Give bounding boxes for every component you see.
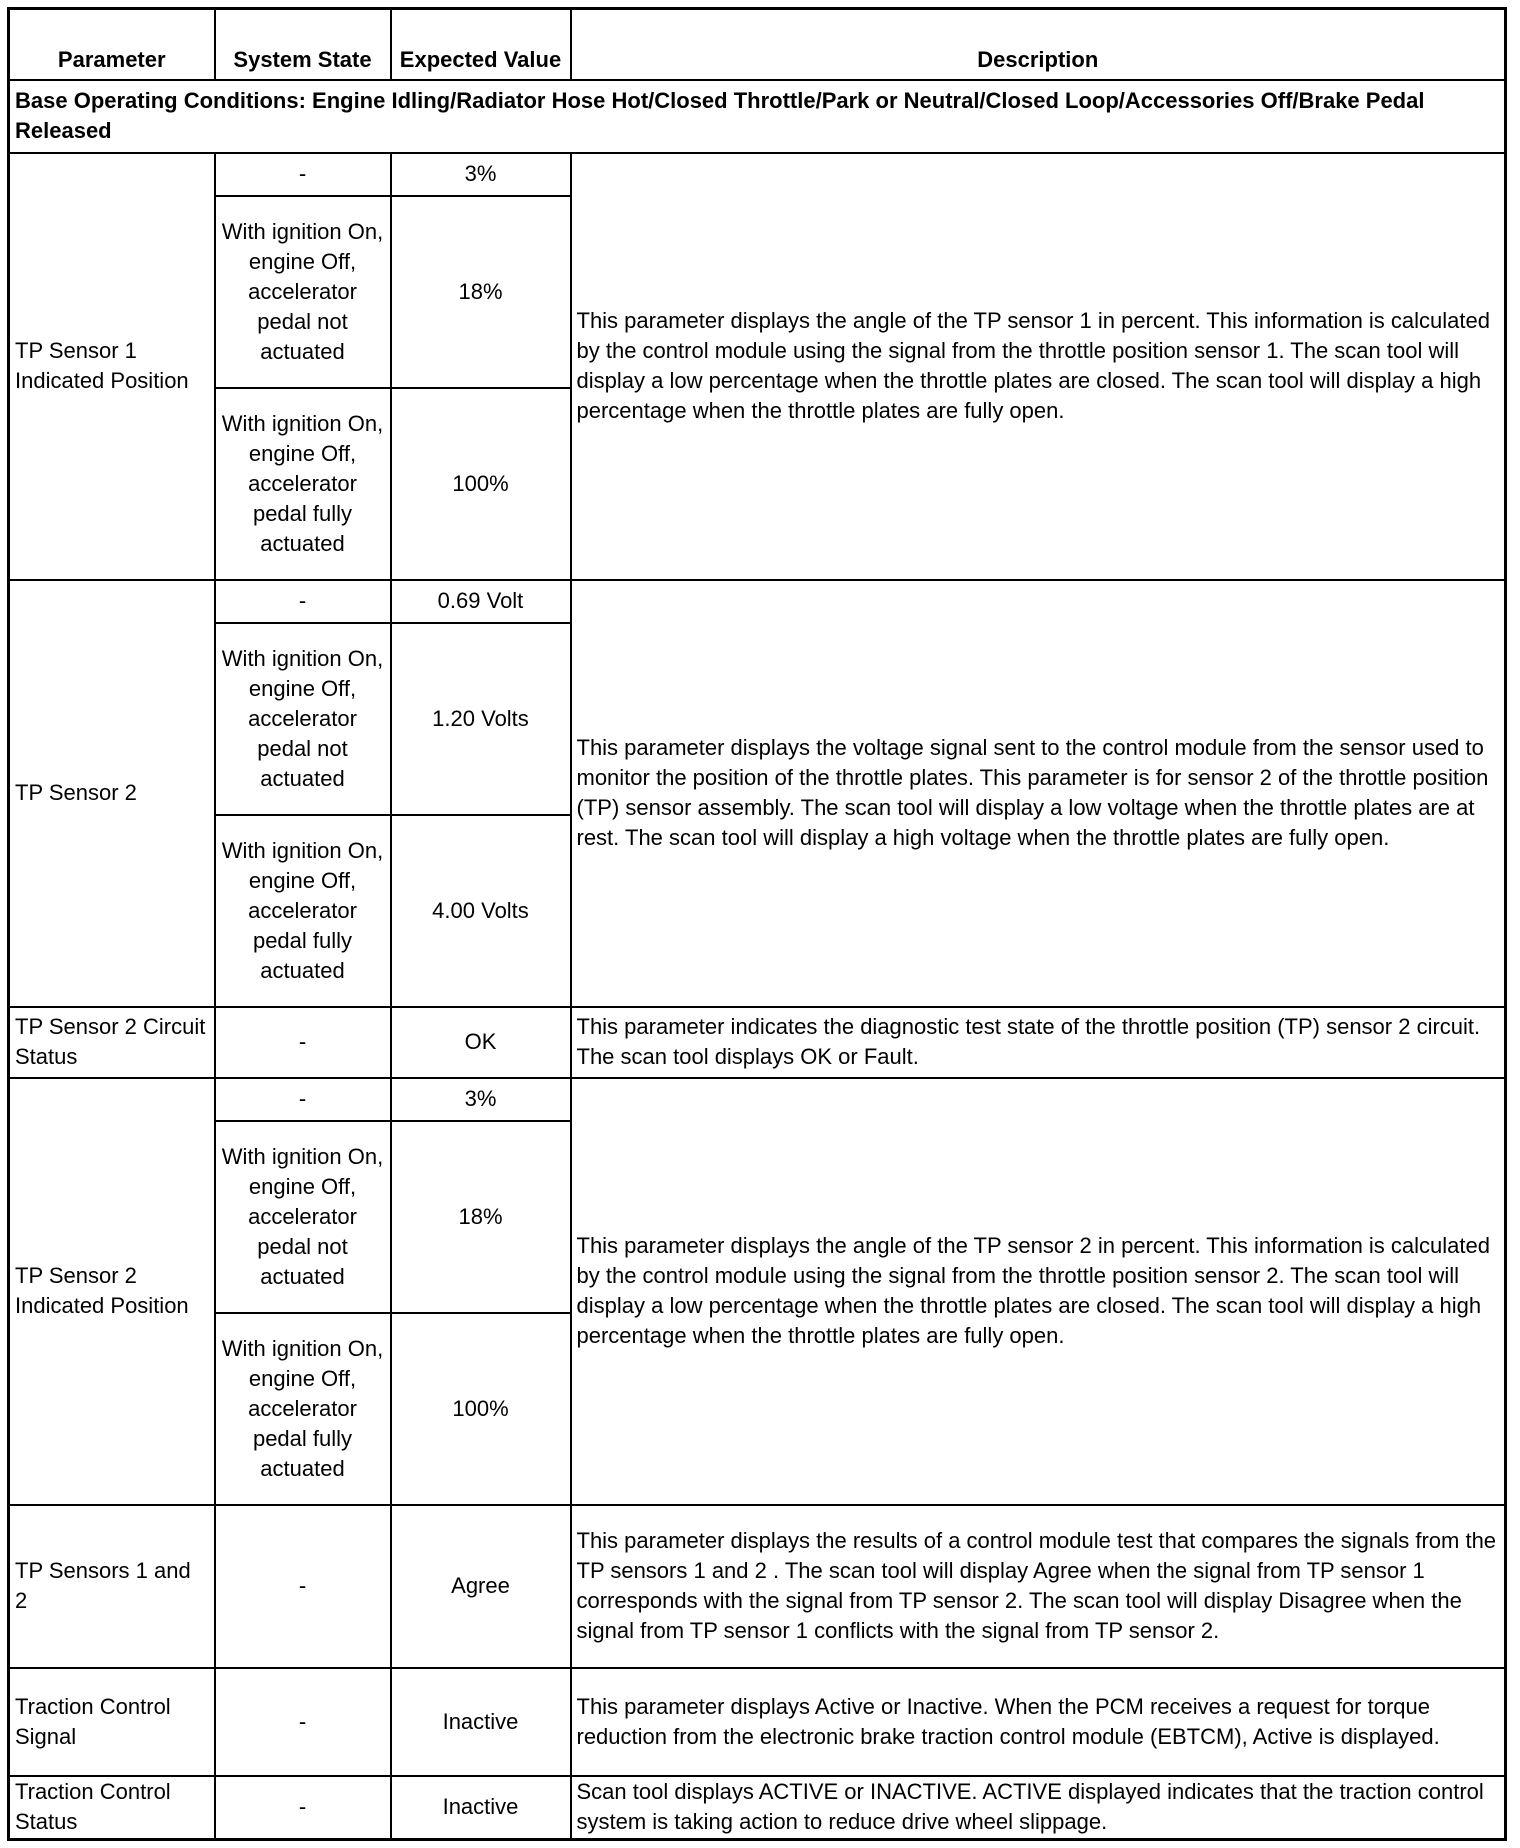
expected-value-cell: 4.00 Volts bbox=[391, 815, 571, 1007]
system-state-cell: - bbox=[215, 1505, 391, 1668]
parameter-cell: TP Sensors 1 and 2 bbox=[9, 1505, 215, 1668]
system-state-cell: With ignition On, engine Off, accelerator pedal fully actuated bbox=[215, 815, 391, 1007]
system-state-cell: - bbox=[215, 1668, 391, 1776]
expected-value-cell: Inactive bbox=[391, 1776, 571, 1840]
table-row bbox=[9, 580, 1506, 623]
expected-value-cell: 1.20 Volts bbox=[391, 623, 571, 815]
expected-value-cell: Agree bbox=[391, 1505, 571, 1668]
system-state-cell: With ignition On, engine Off, accelerator pedal fully actuated bbox=[215, 1313, 391, 1505]
description-cell: Scan tool displays ACTIVE or INACTIVE. ACTIVE displayed indicates that the traction control system is taking action to reduce drive wheel slippage. bbox=[571, 1776, 1506, 1840]
header-expected-value: Expected Value bbox=[391, 9, 571, 80]
expected-value-cell: OK bbox=[391, 1007, 571, 1078]
table-row bbox=[9, 1078, 1506, 1121]
table-row bbox=[9, 1505, 1506, 1668]
description-cell: This parameter displays Active or Inactive. When the PCM receives a request for torque reduction from the electronic brake traction control module (EBTCM), Active is displayed. bbox=[571, 1668, 1506, 1776]
header-description: Description bbox=[571, 9, 1506, 80]
system-state-cell: - bbox=[215, 1078, 391, 1121]
system-state-cell: With ignition On, engine Off, accelerator pedal not actuated bbox=[215, 1121, 391, 1313]
description-cell: This parameter indicates the diagnostic test state of the throttle position (TP) sensor 2 circuit. The scan tool displays OK or Fault. bbox=[571, 1007, 1506, 1078]
description-cell: This parameter displays the angle of the TP sensor 1 in percent. This information is calculated by the control module using the signal from the throttle position sensor 1. The scan tool will display a low percentage when the throttle plates are closed. The scan tool will display a high percentage when the throttle plates are fully open. bbox=[571, 153, 1506, 580]
parameter-cell: TP Sensor 1 Indicated Position bbox=[9, 153, 215, 580]
system-state-cell: With ignition On, engine Off, accelerator pedal not actuated bbox=[215, 196, 391, 388]
table-row bbox=[9, 1007, 1506, 1078]
parameter-cell: Traction Control Signal bbox=[9, 1668, 215, 1776]
header-system-state: System State bbox=[215, 9, 391, 80]
system-state-cell: With ignition On, engine Off, accelerator pedal not actuated bbox=[215, 623, 391, 815]
header-row bbox=[9, 9, 1506, 80]
parameter-cell: Traction Control Status bbox=[9, 1776, 215, 1840]
expected-value-cell: 0.69 Volt bbox=[391, 580, 571, 623]
description-cell: This parameter displays the results of a control module test that compares the signals from the TP sensors 1 and 2 . The scan tool will display Agree when the signal from TP sensor 1 corresponds with the signal from TP sensor 2. The scan tool will display Disagree when the signal from TP sensor 1 conflicts with the signal from TP sensor 2. bbox=[571, 1505, 1506, 1668]
table-row bbox=[9, 1668, 1506, 1776]
system-state-cell: With ignition On, engine Off, accelerator pedal fully actuated bbox=[215, 388, 391, 580]
system-state-cell: - bbox=[215, 1776, 391, 1840]
expected-value-cell: 3% bbox=[391, 153, 571, 196]
expected-value-cell: 100% bbox=[391, 388, 571, 580]
table-row bbox=[9, 153, 1506, 196]
expected-value-cell: Inactive bbox=[391, 1668, 571, 1776]
expected-value-cell: 100% bbox=[391, 1313, 571, 1505]
system-state-cell: - bbox=[215, 1007, 391, 1078]
description-cell: This parameter displays the angle of the TP sensor 2 in percent. This information is calculated by the control module using the signal from the throttle position sensor 2. The scan tool will display a low percentage when the throttle plates are closed. The scan tool will display a high percentage when the throttle plates are fully open. bbox=[571, 1078, 1506, 1505]
system-state-cell: - bbox=[215, 153, 391, 196]
description-cell: This parameter displays the voltage signal sent to the control module from the sensor used to monitor the position of the throttle plates. This parameter is for sensor 2 of the throttle position (TP) sensor assembly. The scan tool will display a low voltage when the throttle plates are at rest. The scan tool will display a high voltage when the throttle plates are fully open. bbox=[571, 580, 1506, 1007]
table-row bbox=[9, 1776, 1506, 1840]
expected-value-cell: 3% bbox=[391, 1078, 571, 1121]
parameter-cell: TP Sensor 2 Circuit Status bbox=[9, 1007, 215, 1078]
base-operating-conditions: Base Operating Conditions: Engine Idling/Radiator Hose Hot/Closed Throttle/Park or Neutral/Closed Loop/Accessories Off/Brake Pedal Released bbox=[9, 80, 1506, 153]
expected-value-cell: 18% bbox=[391, 1121, 571, 1313]
parameter-table bbox=[7, 7, 1507, 1841]
header-parameter: Parameter bbox=[9, 9, 215, 80]
parameter-cell: TP Sensor 2 Indicated Position bbox=[9, 1078, 215, 1505]
system-state-cell: - bbox=[215, 580, 391, 623]
expected-value-cell: 18% bbox=[391, 196, 571, 388]
parameter-cell: TP Sensor 2 bbox=[9, 580, 215, 1007]
